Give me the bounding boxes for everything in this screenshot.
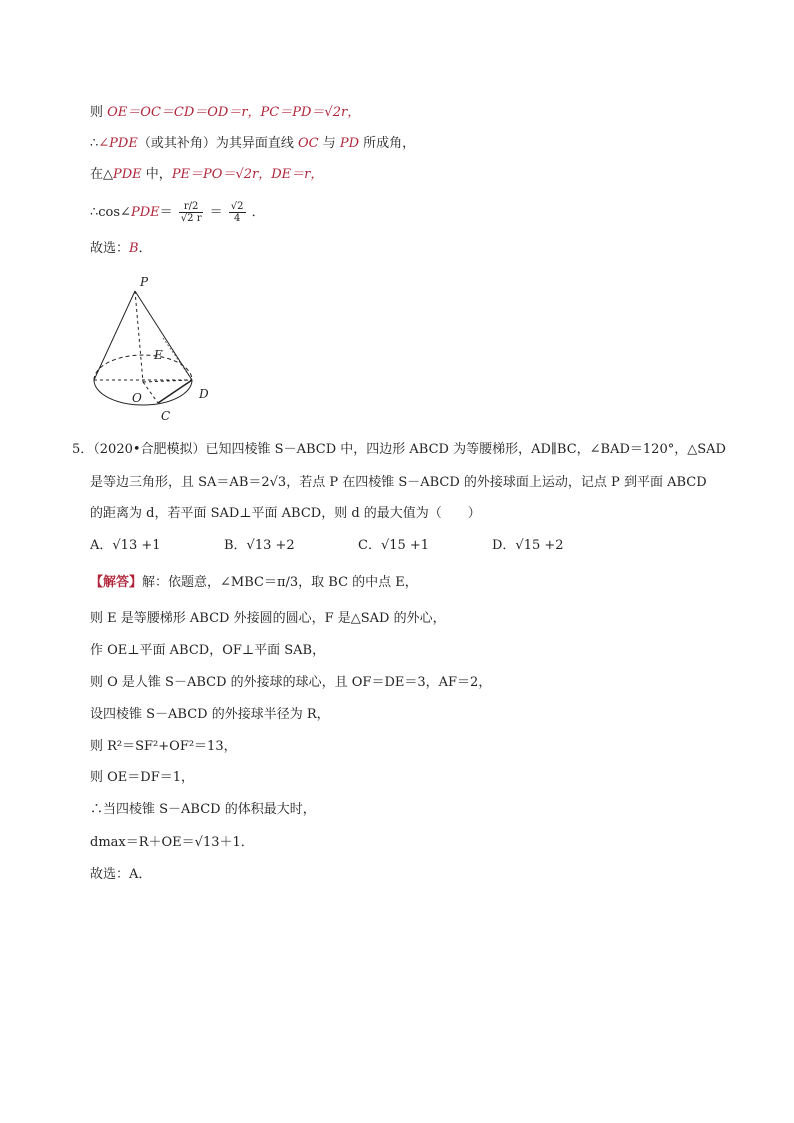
answer-tag: 【解答】	[90, 575, 143, 590]
q5-line-3: 的距离为 d，若平面 SAD⊥平面 ABCD，则 d 的最大值为（ ）	[90, 506, 481, 521]
option-b: B．√13 +2	[224, 538, 295, 553]
sol5-line-9: dmax＝R＋OE＝√13＋1．	[90, 835, 254, 850]
sol5-line-8: ∴当四棱锥 S－ABCD 的体积最大时，	[90, 802, 316, 817]
option-d: D．√15 +2	[492, 538, 564, 553]
sol5-line-4: 则 O 是人锥 S－ABCD 的外接球的球心，且 OF＝DE＝3，AF＝2，	[90, 675, 492, 690]
sol4-equation-1: OE＝OC＝CD＝OD＝r，PC＝PD＝√2r，	[107, 105, 361, 120]
label-c: C	[161, 409, 171, 423]
option-c: C．√15 +1	[358, 538, 430, 553]
sol5-line-2: 则 E 是等腰梯形 ABCD 外接圆的圆心，F 是△SAD 的外心，	[90, 611, 446, 626]
sol4-answer: 故选：B．	[90, 241, 152, 256]
sol4-line-3: 在△PDE 中，PE＝PO＝√2r，DE＝r，	[90, 167, 324, 182]
label-e: E	[154, 348, 163, 362]
q5-line-2: 是等边三角形，且 SA＝AB＝2√3，若点 P 在四棱锥 S－ABCD 的外接球面上运动，记点 P 到平面 ABCD	[90, 475, 707, 490]
sol5-line-3: 作 OE⊥平面 ABCD，OF⊥平面 SAB，	[90, 643, 326, 658]
fraction-cos: $\frac{r/2}{√2 r}$	[180, 201, 202, 224]
cone-figure	[86, 270, 226, 430]
sol5-line-6: 则 R²＝SF²+OF²＝13，	[90, 739, 237, 754]
q5-line-1: 5．（2020•合肥模拟）已知四棱锥 S－ABCD 中，四边形 ABCD 为等腰梯形，AD∥BC，∠BAD＝120°，△SAD	[72, 442, 726, 457]
sol5-line-5: 设四棱锥 S－ABCD 的外接球半径为 R，	[90, 707, 330, 722]
label-p: P	[140, 275, 149, 289]
question-number: 5．	[72, 442, 94, 457]
sol4-line-2: ∴∠PDE（或其补角）为其异面直线 OC 与 PD 所成角，	[90, 136, 416, 151]
option-a: A．√13 +1	[90, 538, 161, 553]
fraction-result: $\frac{√2}{4}$	[230, 201, 244, 224]
label-o: O	[132, 391, 142, 405]
q5-options	[90, 537, 626, 555]
label-d: D	[199, 387, 209, 401]
sol5-line-7: 则 OE＝DF＝1，	[90, 770, 194, 785]
sol4-line-1: 则 OE＝OC＝CD＝OD＝r，PC＝PD＝√2r，	[90, 105, 361, 120]
sol4-line-4: ∴cos∠PDE＝ $\frac{r/2}{√2 r}$ ＝ $\frac{√2}{4}$ ．	[90, 201, 265, 224]
sol5-answer: 故选：A．	[90, 867, 152, 882]
question-source: （2020•合肥模拟）	[93, 442, 206, 457]
sol5-line-1: 【解答】解：依题意，∠MBC＝π/3，取 BC 的中点 E，	[90, 575, 418, 590]
